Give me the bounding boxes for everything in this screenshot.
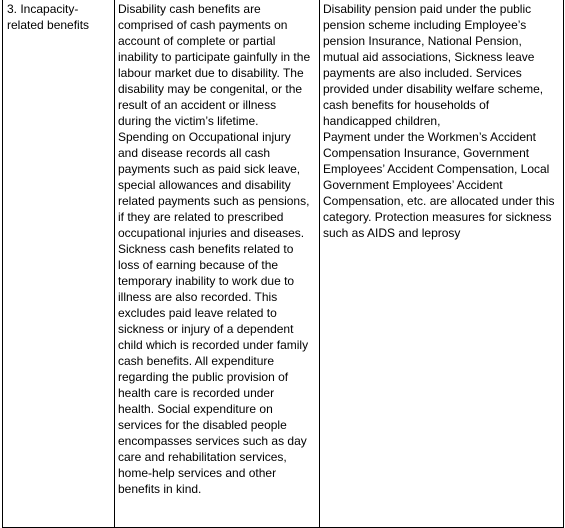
column-divider-1	[114, 0, 115, 527]
benefits-table	[2, 0, 564, 528]
column-divider-2	[319, 0, 320, 527]
examples-cell: Disability pension paid under the public pension scheme including Employee’s pension Insurance, National Pension, mutual aid associations, Sickness leave payments are also included. Services provided under disability welfare scheme, cash benefits for households of handicapped children, Payment under the Workmen’s Accident Compensation Insurance, Government Employees’ Accident Compensation, Local Government Employees’ Accident Compensation, etc. are allocated under this category. Protection measures for sickness such as AIDS and leprosy	[323, 2, 555, 240]
category-cell: 3. Incapacity- related benefits	[7, 2, 90, 32]
description-cell: Disability cash benefits are comprised of cash payments on account of complete or partial inability to participate gainfully in the labour market due to disability. The disability may be congenital, or the result of an accident or illness during the victim’s lifetime. Spending on Occupational injury and disease records all cash payments such as paid sick leave, special allowances and disability related payments such as pensions, if they are related to prescribed occupational injuries and diseases. Sickness cash benefits related to loss of earning because of the temporary inability to work due to illness are also recorded. This excludes paid leave related to sickness or injury of a dependent child which is recorded under family cash benefits. All expenditure regarding the public provision of health care is recorded under health. Social expenditure on services for the disabled people encompasses services such as day care and rehabilitation services, home-help services and other benefits in kind.	[118, 2, 311, 496]
